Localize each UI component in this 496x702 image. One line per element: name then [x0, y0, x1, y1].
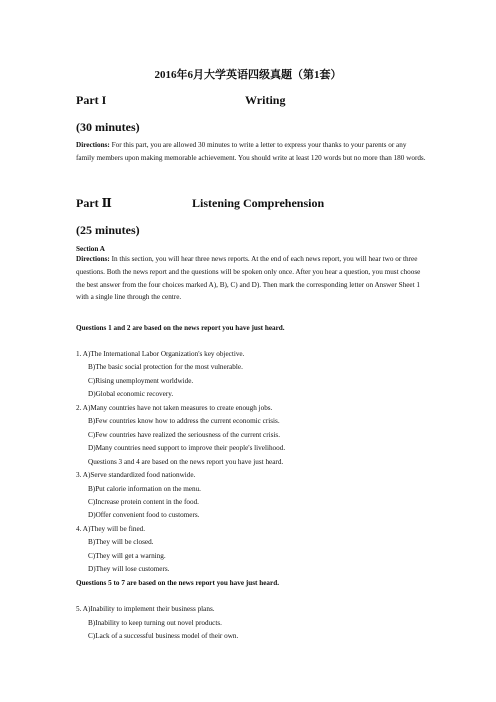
part1-heading	[76, 93, 286, 108]
section-a-heading: Section A	[76, 245, 105, 253]
q3-option-c: C)Increase protein content in the food.	[88, 497, 199, 506]
part2-directions-text: In this section, you will hear three news reports. At the end of each news report, you will hear two or three questions. Both the news report and the questions will be spoken only once. After you hear a question, you must choose the best answer from the four choices marked A), B), C) and D). Then mark the corresponding letter on Answer Sheet 1 with a single line through the centre.	[76, 255, 421, 302]
group3-heading: Questions 5 to 7 are based on the news report you have just heard.	[76, 578, 279, 587]
q1-option-b: B)The basic social protection for the most vulnerable.	[88, 363, 243, 372]
q1-option-c: C)Rising unemployment worldwide.	[88, 376, 194, 385]
q1-option-a: 1. A)The International Labor Organization's key objective.	[76, 350, 245, 358]
part1-directions-text: For this part, you are allowed 30 minutes to write a letter to express your thanks to your parents or any family members upon making memorable achievement. You should write at least 120 words but no more than 180 words.	[76, 141, 426, 162]
q5-option-b: B)Inability to keep turning out novel products.	[88, 618, 222, 627]
q3-option-b: B)Put calorie information on the menu.	[88, 484, 201, 493]
part2-directions	[76, 253, 426, 304]
q1-option-d: D)Global economic recovery.	[88, 390, 174, 399]
q3-option-a: 3. A)Serve standardized food nationwide.	[76, 471, 196, 480]
q2-option-d: D)Many countries need support to improve their people's livelihood.	[88, 444, 286, 453]
part2-minutes: (25 minutes)	[76, 223, 140, 237]
part1-directions-label: Directions:	[76, 141, 110, 149]
q2-option-c: C)Few countries have realized the seriousness of the current crisis.	[88, 430, 281, 439]
part2-heading	[76, 196, 325, 211]
q2-option-b: B)Few countries know how to address the current economic crisis.	[88, 417, 280, 426]
q5-option-a: 5. A)Inability to implement their business plans.	[76, 605, 215, 614]
part1-name: Writing	[245, 93, 286, 107]
part1-directions	[76, 139, 426, 165]
q2-option-a: 2. A)Many countries have not taken measures to create enough jobs.	[76, 403, 273, 412]
q4-option-a: 4. A)They will be fined.	[76, 524, 146, 533]
document-title: 2016年6月大学英语四级真题（第1套）	[154, 69, 342, 81]
question-list	[76, 348, 426, 644]
group1-heading: Questions 1 and 2 are based on the news report you have just heard.	[76, 324, 285, 332]
q3-option-d: D)Offer convenient food to customers.	[88, 511, 200, 520]
part2-name: Listening Comprehension	[192, 196, 325, 210]
part2-directions-label: Directions:	[76, 255, 110, 263]
q4-option-b: B)They will be closed.	[88, 538, 154, 547]
q4-option-c: C)They will get a warning.	[88, 551, 166, 560]
group2-heading: Questions 3 and 4 are based on the news report you have just heard.	[88, 457, 284, 466]
part1-label: Part I	[76, 93, 107, 107]
q5-option-c: C)Lack of a successful business model of their own.	[88, 632, 239, 641]
part1-minutes: (30 minutes)	[76, 120, 140, 134]
part2-label: Part Ⅱ	[76, 196, 112, 210]
q4-option-d: D)They will lose customers.	[88, 565, 170, 574]
